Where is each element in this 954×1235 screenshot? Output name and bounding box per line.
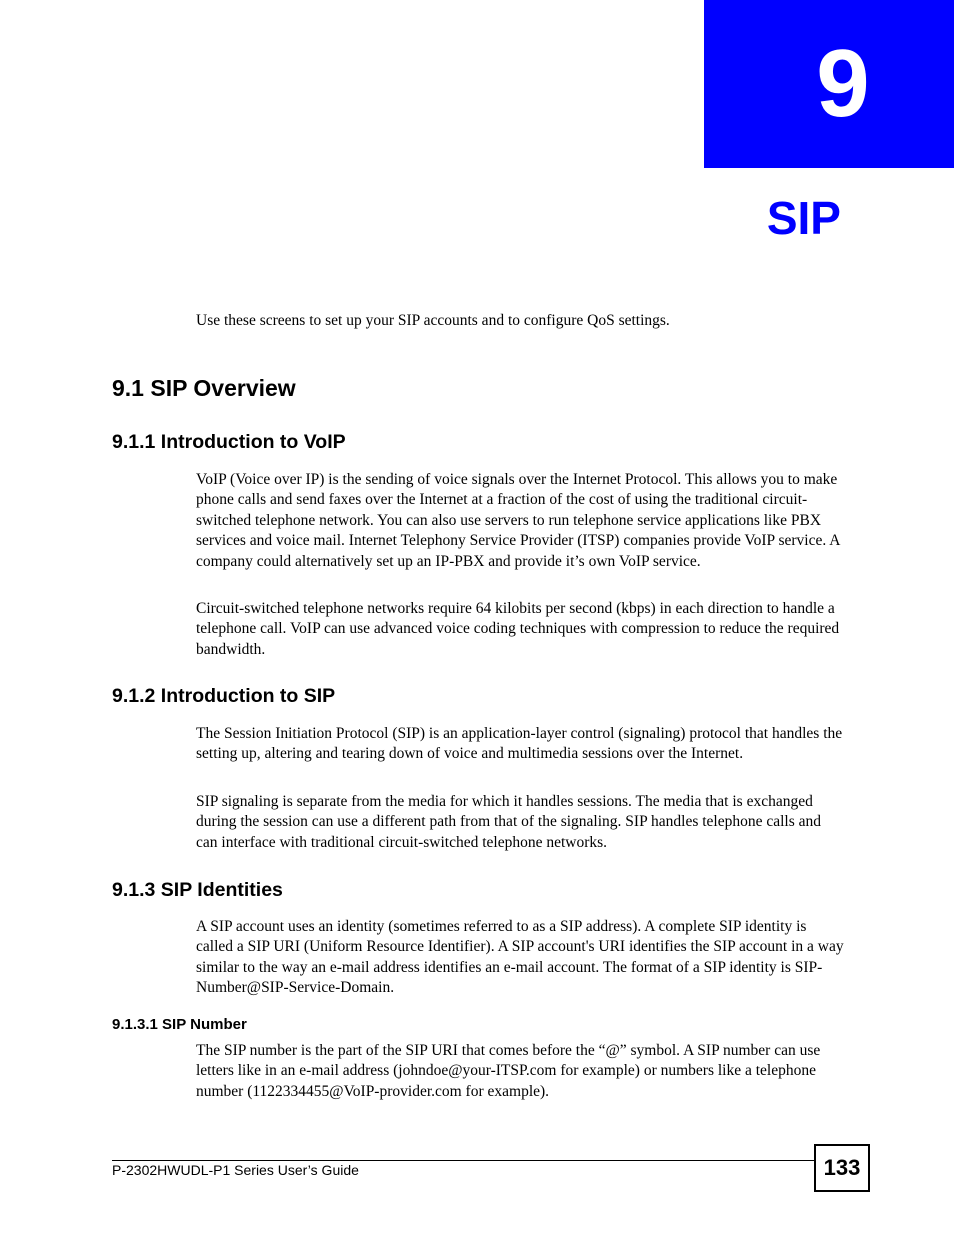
voip-paragraph-2: Circuit-switched telephone networks require 64 kilobits per second (kbps) in each direction to handle a telephone call. VoIP can use advanced voice coding techniques with compression to reduce the required bandwidth.: [196, 600, 840, 658]
voip-paragraph-1: VoIP (Voice over IP) is the sending of voice signals over the Internet Protocol. This allows you to make phone calls and send faxes over the Internet at a fraction of the cost of using the traditional circuit-switched telephone network. You can also use servers to run telephone service applications like PBX services and voice mail. Internet Telephony Service Provider (ITSP) companies provide VoIP service. A company could alternatively set up an IP-PBX and provide it’s own VoIP service.: [196, 471, 840, 570]
chapter-title: SIP: [766, 192, 841, 244]
sip-paragraph-2: SIP signaling is separate from the media for which it handles sessions. The media that is exchanged during the session can use a different path from that of the signaling. SIP handles telephone calls and can interface with traditional circuit-switched telephone networks.: [196, 793, 822, 851]
footer-guide-title: P-2302HWUDL-P1 Series User’s Guide: [112, 1162, 359, 1178]
section-heading-9-1-2: 9.1.2 Introduction to SIP: [112, 685, 336, 707]
sip-paragraph-1: The Session Initiation Protocol (SIP) is an application-layer control (signaling) protocol that handles the setting up, altering and tearing down of voice and multimedia sessions over the Internet.: [196, 725, 843, 763]
sip-number-paragraph: The SIP number is the part of the SIP URI that comes before the “@” symbol. A SIP number can use letters like in an e-mail address (johndoe@your-ITSP.com for example) or numbers like a telephone number (1122334455@VoIP-provider.com for example).: [196, 1042, 821, 1100]
intro-paragraph: Use these screens to set up your SIP accounts and to configure QoS settings.: [196, 312, 670, 329]
page-number: 133: [823, 1155, 861, 1180]
section-heading-9-1-3: 9.1.3 SIP Identities: [112, 879, 283, 901]
section-heading-9-1-1: 9.1.1 Introduction to VoIP: [112, 431, 346, 453]
page-number-box: [814, 1144, 870, 1192]
section-heading-9-1-3-1: 9.1.3.1 SIP Number: [112, 1016, 247, 1033]
footer-divider: [112, 1160, 814, 1161]
section-heading-9-1: 9.1 SIP Overview: [112, 375, 296, 401]
chapter-number: 9: [816, 30, 870, 137]
chapter-number-box: [704, 0, 954, 168]
identities-paragraph: A SIP account uses an identity (sometimes referred to as a SIP address). A complete SIP identity is called a SIP URI (Uniform Resource Identifier). A SIP account's URI identifies the SIP account in a way similar to the way an e-mail address identifies an e-mail account. The format of a SIP identity is SIP-Number@SIP-Service-Domain.: [196, 918, 844, 997]
